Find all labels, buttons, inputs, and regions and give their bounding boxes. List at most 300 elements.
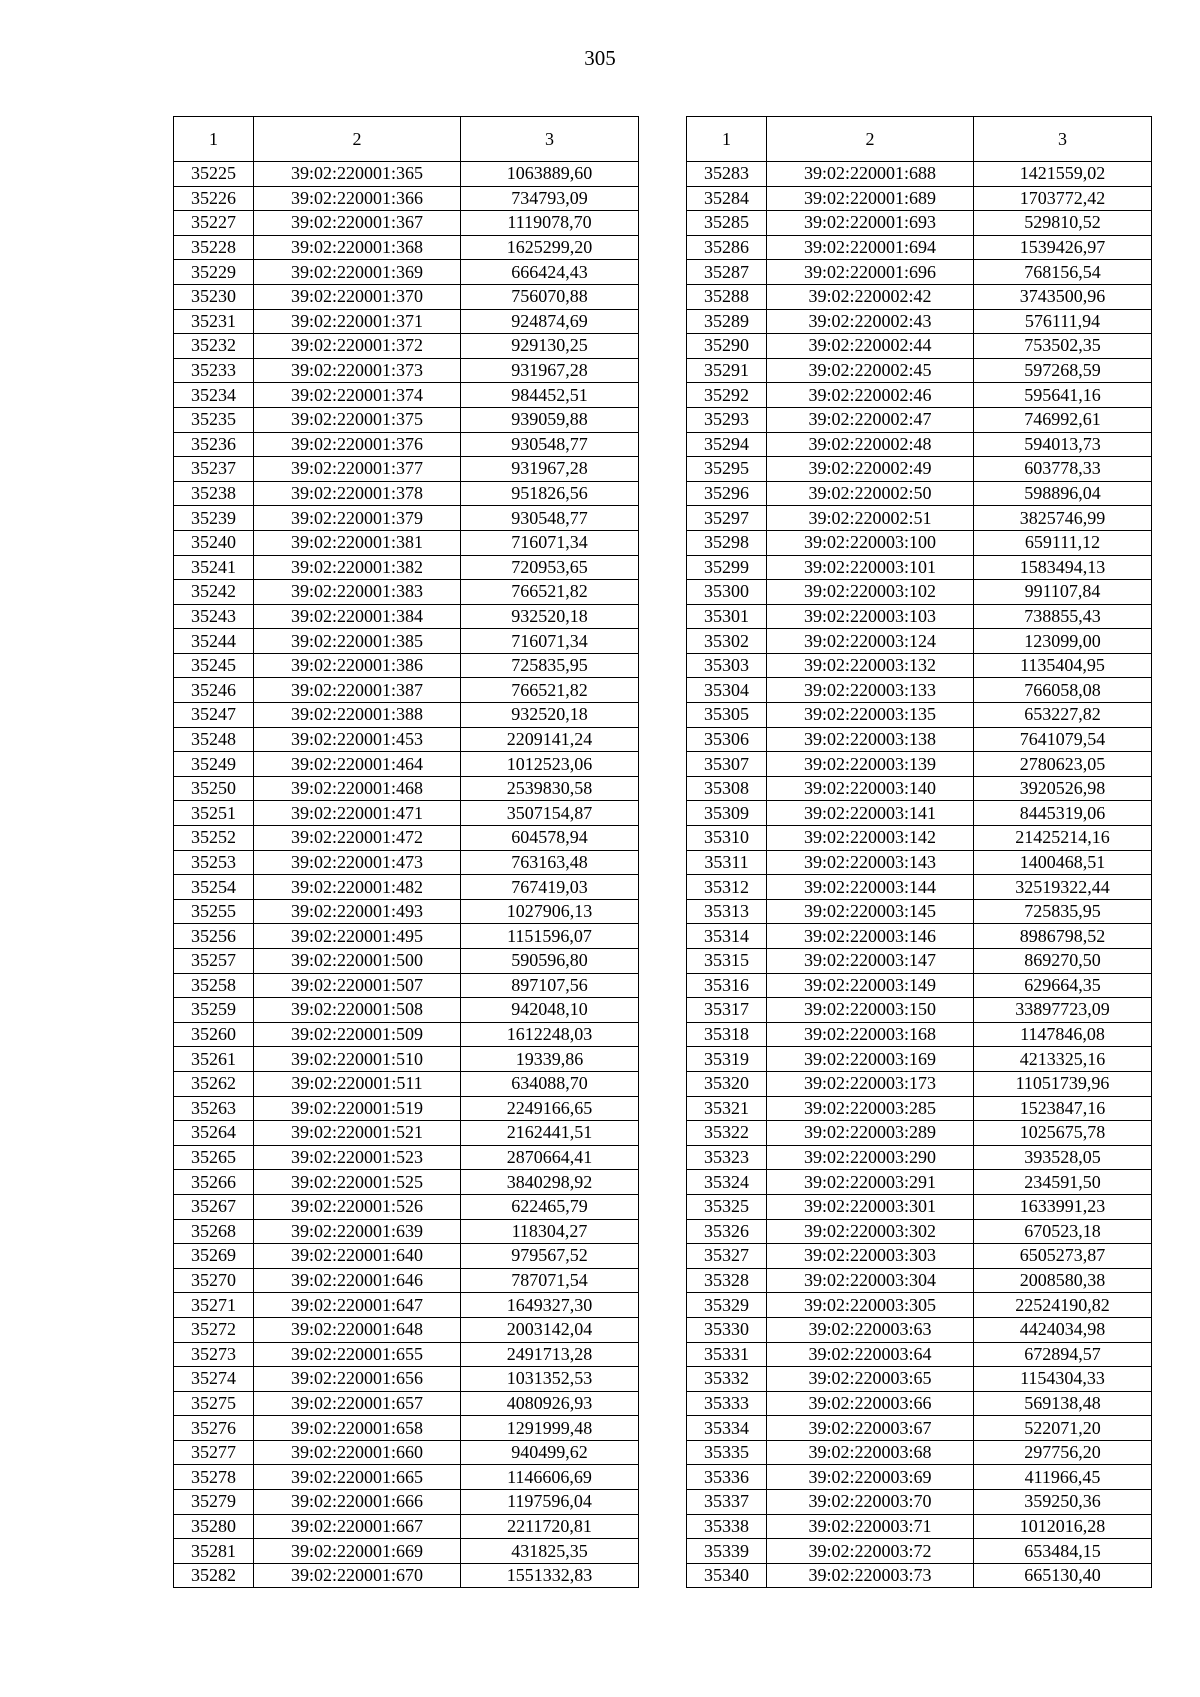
cadastral-number-cell: 39:02:220003:70 — [767, 1490, 974, 1515]
cadastral-number-cell: 39:02:220003:63 — [767, 1317, 974, 1342]
value-cell: 659111,12 — [974, 530, 1152, 555]
row-number-cell: 35340 — [687, 1563, 767, 1588]
row-number-cell: 35234 — [174, 383, 254, 408]
cadastral-number-cell: 39:02:220002:51 — [767, 506, 974, 531]
cadastral-number-cell: 39:02:220001:373 — [254, 358, 461, 383]
cadastral-number-cell: 39:02:220003:168 — [767, 1022, 974, 1047]
table-row — [174, 604, 639, 629]
value-cell: 716071,34 — [461, 629, 639, 654]
value-cell: 1027906,13 — [461, 899, 639, 924]
cadastral-number-cell: 39:02:220001:384 — [254, 604, 461, 629]
row-number-cell: 35263 — [174, 1096, 254, 1121]
table-row — [687, 949, 1152, 974]
table-row — [174, 1219, 639, 1244]
value-cell: 716071,34 — [461, 530, 639, 555]
row-number-cell: 35337 — [687, 1490, 767, 1515]
cadastral-number-cell: 39:02:220001:367 — [254, 211, 461, 236]
cadastral-number-cell: 39:02:220003:301 — [767, 1194, 974, 1219]
column-header-3: 3 — [461, 117, 639, 162]
cadastral-number-cell: 39:02:220001:495 — [254, 924, 461, 949]
row-number-cell: 35236 — [174, 432, 254, 457]
value-cell: 939059,88 — [461, 407, 639, 432]
value-cell: 2008580,38 — [974, 1268, 1152, 1293]
row-number-cell: 35274 — [174, 1367, 254, 1392]
row-number-cell: 35282 — [174, 1563, 254, 1588]
table-row — [687, 604, 1152, 629]
value-cell: 21425214,16 — [974, 826, 1152, 851]
table-row — [687, 752, 1152, 777]
value-cell: 869270,50 — [974, 949, 1152, 974]
row-number-cell: 35322 — [687, 1121, 767, 1146]
row-number-cell: 35231 — [174, 309, 254, 334]
cadastral-number-cell: 39:02:220001:693 — [767, 211, 974, 236]
table-row — [687, 1022, 1152, 1047]
cadastral-number-cell: 39:02:220001:453 — [254, 727, 461, 752]
table-row — [687, 186, 1152, 211]
row-number-cell: 35307 — [687, 752, 767, 777]
row-number-cell: 35259 — [174, 998, 254, 1023]
table-row — [687, 555, 1152, 580]
table-row — [687, 407, 1152, 432]
value-cell: 595641,16 — [974, 383, 1152, 408]
value-cell: 984452,51 — [461, 383, 639, 408]
value-cell: 22524190,82 — [974, 1293, 1152, 1318]
row-number-cell: 35328 — [687, 1268, 767, 1293]
row-number-cell: 35290 — [687, 334, 767, 359]
value-cell: 569138,48 — [974, 1391, 1152, 1416]
cadastral-number-cell: 39:02:220001:464 — [254, 752, 461, 777]
cadastral-number-cell: 39:02:220002:47 — [767, 407, 974, 432]
row-number-cell: 35323 — [687, 1145, 767, 1170]
value-cell: 1583494,13 — [974, 555, 1152, 580]
cadastral-number-cell: 39:02:220001:689 — [767, 186, 974, 211]
cadastral-number-cell: 39:02:220001:472 — [254, 826, 461, 851]
data-table-left — [173, 116, 639, 1588]
value-cell: 665130,40 — [974, 1563, 1152, 1588]
cadastral-number-cell: 39:02:220001:468 — [254, 776, 461, 801]
cadastral-number-cell: 39:02:220001:670 — [254, 1563, 461, 1588]
table-row — [174, 703, 639, 728]
table-row — [687, 1465, 1152, 1490]
value-cell: 932520,18 — [461, 604, 639, 629]
table-row — [174, 457, 639, 482]
value-cell: 3743500,96 — [974, 284, 1152, 309]
row-number-cell: 35253 — [174, 850, 254, 875]
table-row — [174, 358, 639, 383]
row-number-cell: 35324 — [687, 1170, 767, 1195]
row-number-cell: 35228 — [174, 235, 254, 260]
cadastral-number-cell: 39:02:220001:688 — [767, 162, 974, 187]
cadastral-number-cell: 39:02:220003:66 — [767, 1391, 974, 1416]
cadastral-number-cell: 39:02:220003:68 — [767, 1440, 974, 1465]
row-number-cell: 35338 — [687, 1514, 767, 1539]
table-row — [174, 1194, 639, 1219]
value-cell: 1012016,28 — [974, 1514, 1152, 1539]
value-cell: 746992,61 — [974, 407, 1152, 432]
cadastral-number-cell: 39:02:220003:100 — [767, 530, 974, 555]
value-cell: 1633991,23 — [974, 1194, 1152, 1219]
row-number-cell: 35334 — [687, 1416, 767, 1441]
cadastral-number-cell: 39:02:220001:471 — [254, 801, 461, 826]
cadastral-number-cell: 39:02:220001:493 — [254, 899, 461, 924]
table-row — [174, 1145, 639, 1170]
row-number-cell: 35327 — [687, 1244, 767, 1269]
table-row — [687, 260, 1152, 285]
table-row — [687, 1268, 1152, 1293]
cadastral-number-cell: 39:02:220002:49 — [767, 457, 974, 482]
row-number-cell: 35296 — [687, 481, 767, 506]
row-number-cell: 35260 — [174, 1022, 254, 1047]
row-number-cell: 35251 — [174, 801, 254, 826]
row-number-cell: 35240 — [174, 530, 254, 555]
value-cell: 4424034,98 — [974, 1317, 1152, 1342]
row-number-cell: 35264 — [174, 1121, 254, 1146]
value-cell: 594013,73 — [974, 432, 1152, 457]
value-cell: 2249166,65 — [461, 1096, 639, 1121]
cadastral-number-cell: 39:02:220001:647 — [254, 1293, 461, 1318]
table-row — [174, 407, 639, 432]
table-row — [687, 801, 1152, 826]
table-row — [174, 1317, 639, 1342]
table-row — [687, 973, 1152, 998]
value-cell: 1012523,06 — [461, 752, 639, 777]
cadastral-number-cell: 39:02:220002:45 — [767, 358, 974, 383]
value-cell: 672894,57 — [974, 1342, 1152, 1367]
row-number-cell: 35246 — [174, 678, 254, 703]
row-number-cell: 35281 — [174, 1539, 254, 1564]
table-row — [174, 899, 639, 924]
row-number-cell: 35243 — [174, 604, 254, 629]
value-cell: 670523,18 — [974, 1219, 1152, 1244]
row-number-cell: 35319 — [687, 1047, 767, 1072]
value-cell: 2209141,24 — [461, 727, 639, 752]
table-row — [687, 235, 1152, 260]
value-cell: 1025675,78 — [974, 1121, 1152, 1146]
table-row — [174, 1096, 639, 1121]
cadastral-number-cell: 39:02:220003:169 — [767, 1047, 974, 1072]
value-cell: 924874,69 — [461, 309, 639, 334]
cadastral-number-cell: 39:02:220001:696 — [767, 260, 974, 285]
table-row — [687, 481, 1152, 506]
row-number-cell: 35321 — [687, 1096, 767, 1121]
value-cell: 1151596,07 — [461, 924, 639, 949]
value-cell: 666424,43 — [461, 260, 639, 285]
value-cell: 931967,28 — [461, 358, 639, 383]
row-number-cell: 35318 — [687, 1022, 767, 1047]
row-number-cell: 35333 — [687, 1391, 767, 1416]
header-row — [687, 117, 1152, 162]
cadastral-number-cell: 39:02:220002:48 — [767, 432, 974, 457]
cadastral-number-cell: 39:02:220003:72 — [767, 1539, 974, 1564]
row-number-cell: 35294 — [687, 432, 767, 457]
value-cell: 3825746,99 — [974, 506, 1152, 531]
cadastral-number-cell: 39:02:220003:302 — [767, 1219, 974, 1244]
row-number-cell: 35275 — [174, 1391, 254, 1416]
cadastral-number-cell: 39:02:220001:377 — [254, 457, 461, 482]
row-number-cell: 35225 — [174, 162, 254, 187]
row-number-cell: 35301 — [687, 604, 767, 629]
row-number-cell: 35232 — [174, 334, 254, 359]
table-row — [687, 162, 1152, 187]
table-row — [174, 776, 639, 801]
cadastral-number-cell: 39:02:220001:509 — [254, 1022, 461, 1047]
row-number-cell: 35241 — [174, 555, 254, 580]
table-row — [174, 1293, 639, 1318]
cadastral-number-cell: 39:02:220003:142 — [767, 826, 974, 851]
table-row — [687, 1293, 1152, 1318]
row-number-cell: 35245 — [174, 653, 254, 678]
table-row — [687, 776, 1152, 801]
row-number-cell: 35235 — [174, 407, 254, 432]
value-cell: 932520,18 — [461, 703, 639, 728]
row-number-cell: 35256 — [174, 924, 254, 949]
cadastral-number-cell: 39:02:220001:655 — [254, 1342, 461, 1367]
row-number-cell: 35310 — [687, 826, 767, 851]
value-cell: 653484,15 — [974, 1539, 1152, 1564]
value-cell: 11051739,96 — [974, 1071, 1152, 1096]
table-row — [174, 973, 639, 998]
row-number-cell: 35285 — [687, 211, 767, 236]
row-number-cell: 35304 — [687, 678, 767, 703]
row-number-cell: 35332 — [687, 1367, 767, 1392]
table-row — [174, 949, 639, 974]
cadastral-number-cell: 39:02:220001:381 — [254, 530, 461, 555]
table-row — [687, 653, 1152, 678]
value-cell: 359250,36 — [974, 1490, 1152, 1515]
value-cell: 2870664,41 — [461, 1145, 639, 1170]
row-number-cell: 35227 — [174, 211, 254, 236]
table-row — [687, 1490, 1152, 1515]
table-row — [174, 432, 639, 457]
table-row — [174, 653, 639, 678]
row-number-cell: 35303 — [687, 653, 767, 678]
table-row — [687, 678, 1152, 703]
column-header-3: 3 — [974, 117, 1152, 162]
table-row — [687, 1416, 1152, 1441]
table-row — [687, 629, 1152, 654]
table-row — [174, 1440, 639, 1465]
cadastral-number-cell: 39:02:220003:291 — [767, 1170, 974, 1195]
table-row — [687, 826, 1152, 851]
value-cell: 991107,84 — [974, 580, 1152, 605]
cadastral-number-cell: 39:02:220003:144 — [767, 875, 974, 900]
cadastral-number-cell: 39:02:220003:102 — [767, 580, 974, 605]
value-cell: 1625299,20 — [461, 235, 639, 260]
row-number-cell: 35316 — [687, 973, 767, 998]
value-cell: 1146606,69 — [461, 1465, 639, 1490]
column-header-2: 2 — [767, 117, 974, 162]
table-row — [687, 1121, 1152, 1146]
table-row — [174, 1268, 639, 1293]
table-row — [174, 1170, 639, 1195]
table-row — [687, 1194, 1152, 1219]
table-row — [687, 457, 1152, 482]
table-row — [687, 703, 1152, 728]
table-row — [174, 678, 639, 703]
cadastral-number-cell: 39:02:220001:379 — [254, 506, 461, 531]
cadastral-number-cell: 39:02:220003:139 — [767, 752, 974, 777]
row-number-cell: 35336 — [687, 1465, 767, 1490]
value-cell: 431825,35 — [461, 1539, 639, 1564]
cadastral-number-cell: 39:02:220001:639 — [254, 1219, 461, 1244]
column-header-1: 1 — [687, 117, 767, 162]
table-row — [174, 506, 639, 531]
table-row — [687, 506, 1152, 531]
cadastral-number-cell: 39:02:220001:500 — [254, 949, 461, 974]
value-cell: 768156,54 — [974, 260, 1152, 285]
cadastral-number-cell: 39:02:220003:133 — [767, 678, 974, 703]
cadastral-number-cell: 39:02:220001:694 — [767, 235, 974, 260]
value-cell: 1649327,30 — [461, 1293, 639, 1318]
row-number-cell: 35312 — [687, 875, 767, 900]
value-cell: 2780623,05 — [974, 752, 1152, 777]
cadastral-number-cell: 39:02:220001:665 — [254, 1465, 461, 1490]
row-number-cell: 35239 — [174, 506, 254, 531]
table-row — [174, 1563, 639, 1588]
cadastral-number-cell: 39:02:220001:508 — [254, 998, 461, 1023]
table-row — [687, 1514, 1152, 1539]
value-cell: 297756,20 — [974, 1440, 1152, 1465]
value-cell: 6505273,87 — [974, 1244, 1152, 1269]
table-row — [687, 924, 1152, 949]
row-number-cell: 35279 — [174, 1490, 254, 1515]
cadastral-number-cell: 39:02:220001:365 — [254, 162, 461, 187]
row-number-cell: 35226 — [174, 186, 254, 211]
table-row — [687, 1391, 1152, 1416]
cadastral-number-cell: 39:02:220003:173 — [767, 1071, 974, 1096]
cadastral-number-cell: 39:02:220001:385 — [254, 629, 461, 654]
row-number-cell: 35325 — [687, 1194, 767, 1219]
row-number-cell: 35286 — [687, 235, 767, 260]
value-cell: 1523847,16 — [974, 1096, 1152, 1121]
cadastral-number-cell: 39:02:220003:69 — [767, 1465, 974, 1490]
value-cell: 3507154,87 — [461, 801, 639, 826]
row-number-cell: 35265 — [174, 1145, 254, 1170]
cadastral-number-cell: 39:02:220002:43 — [767, 309, 974, 334]
table-row — [687, 1047, 1152, 1072]
value-cell: 4213325,16 — [974, 1047, 1152, 1072]
row-number-cell: 35305 — [687, 703, 767, 728]
row-number-cell: 35273 — [174, 1342, 254, 1367]
data-table-right — [686, 116, 1152, 1588]
table-row — [174, 629, 639, 654]
row-number-cell: 35268 — [174, 1219, 254, 1244]
value-cell: 622465,79 — [461, 1194, 639, 1219]
cadastral-number-cell: 39:02:220001:370 — [254, 284, 461, 309]
row-number-cell: 35308 — [687, 776, 767, 801]
row-number-cell: 35339 — [687, 1539, 767, 1564]
cadastral-number-cell: 39:02:220001:482 — [254, 875, 461, 900]
table-row — [687, 580, 1152, 605]
cadastral-number-cell: 39:02:220002:50 — [767, 481, 974, 506]
table-row — [174, 1022, 639, 1047]
table-row — [174, 284, 639, 309]
table-row — [174, 1121, 639, 1146]
value-cell: 951826,56 — [461, 481, 639, 506]
table-row — [174, 1416, 639, 1441]
row-number-cell: 35244 — [174, 629, 254, 654]
row-number-cell: 35283 — [687, 162, 767, 187]
value-cell: 33897723,09 — [974, 998, 1152, 1023]
value-cell: 522071,20 — [974, 1416, 1152, 1441]
value-cell: 590596,80 — [461, 949, 639, 974]
cadastral-number-cell: 39:02:220001:382 — [254, 555, 461, 580]
value-cell: 1154304,33 — [974, 1367, 1152, 1392]
row-number-cell: 35252 — [174, 826, 254, 851]
value-cell: 8986798,52 — [974, 924, 1152, 949]
table-row — [687, 727, 1152, 752]
table-row — [174, 383, 639, 408]
row-number-cell: 35314 — [687, 924, 767, 949]
value-cell: 1400468,51 — [974, 850, 1152, 875]
table-row — [687, 284, 1152, 309]
value-cell: 930548,77 — [461, 506, 639, 531]
value-cell: 19339,86 — [461, 1047, 639, 1072]
value-cell: 1197596,04 — [461, 1490, 639, 1515]
value-cell: 766521,82 — [461, 580, 639, 605]
table-row — [174, 1465, 639, 1490]
value-cell: 653227,82 — [974, 703, 1152, 728]
row-number-cell: 35254 — [174, 875, 254, 900]
row-number-cell: 35237 — [174, 457, 254, 482]
cadastral-number-cell: 39:02:220003:73 — [767, 1563, 974, 1588]
value-cell: 1551332,83 — [461, 1563, 639, 1588]
cadastral-number-cell: 39:02:220001:657 — [254, 1391, 461, 1416]
table-row — [174, 826, 639, 851]
value-cell: 1031352,53 — [461, 1367, 639, 1392]
table-row — [174, 1244, 639, 1269]
table-row — [687, 899, 1152, 924]
row-number-cell: 35271 — [174, 1293, 254, 1318]
cadastral-number-cell: 39:02:220001:511 — [254, 1071, 461, 1096]
value-cell: 929130,25 — [461, 334, 639, 359]
value-cell: 787071,54 — [461, 1268, 639, 1293]
row-number-cell: 35292 — [687, 383, 767, 408]
value-cell: 604578,94 — [461, 826, 639, 851]
table-row — [174, 162, 639, 187]
row-number-cell: 35270 — [174, 1268, 254, 1293]
cadastral-number-cell: 39:02:220003:289 — [767, 1121, 974, 1146]
cadastral-number-cell: 39:02:220003:285 — [767, 1096, 974, 1121]
table-row — [174, 260, 639, 285]
table-row — [174, 530, 639, 555]
row-number-cell: 35255 — [174, 899, 254, 924]
cadastral-number-cell: 39:02:220001:648 — [254, 1317, 461, 1342]
value-cell: 603778,33 — [974, 457, 1152, 482]
cadastral-number-cell: 39:02:220001:374 — [254, 383, 461, 408]
cadastral-number-cell: 39:02:220003:138 — [767, 727, 974, 752]
row-number-cell: 35288 — [687, 284, 767, 309]
table-row — [687, 530, 1152, 555]
row-number-cell: 35276 — [174, 1416, 254, 1441]
value-cell: 3920526,98 — [974, 776, 1152, 801]
cadastral-number-cell: 39:02:220003:146 — [767, 924, 974, 949]
cadastral-number-cell: 39:02:220001:669 — [254, 1539, 461, 1564]
row-number-cell: 35297 — [687, 506, 767, 531]
table-row — [687, 358, 1152, 383]
row-number-cell: 35298 — [687, 530, 767, 555]
value-cell: 393528,05 — [974, 1145, 1152, 1170]
cadastral-number-cell: 39:02:220001:388 — [254, 703, 461, 728]
cadastral-number-cell: 39:02:220001:386 — [254, 653, 461, 678]
row-number-cell: 35280 — [174, 1514, 254, 1539]
value-cell: 123099,00 — [974, 629, 1152, 654]
table-row — [687, 1317, 1152, 1342]
table-row — [174, 555, 639, 580]
value-cell: 598896,04 — [974, 481, 1152, 506]
row-number-cell: 35266 — [174, 1170, 254, 1195]
table-row — [687, 432, 1152, 457]
